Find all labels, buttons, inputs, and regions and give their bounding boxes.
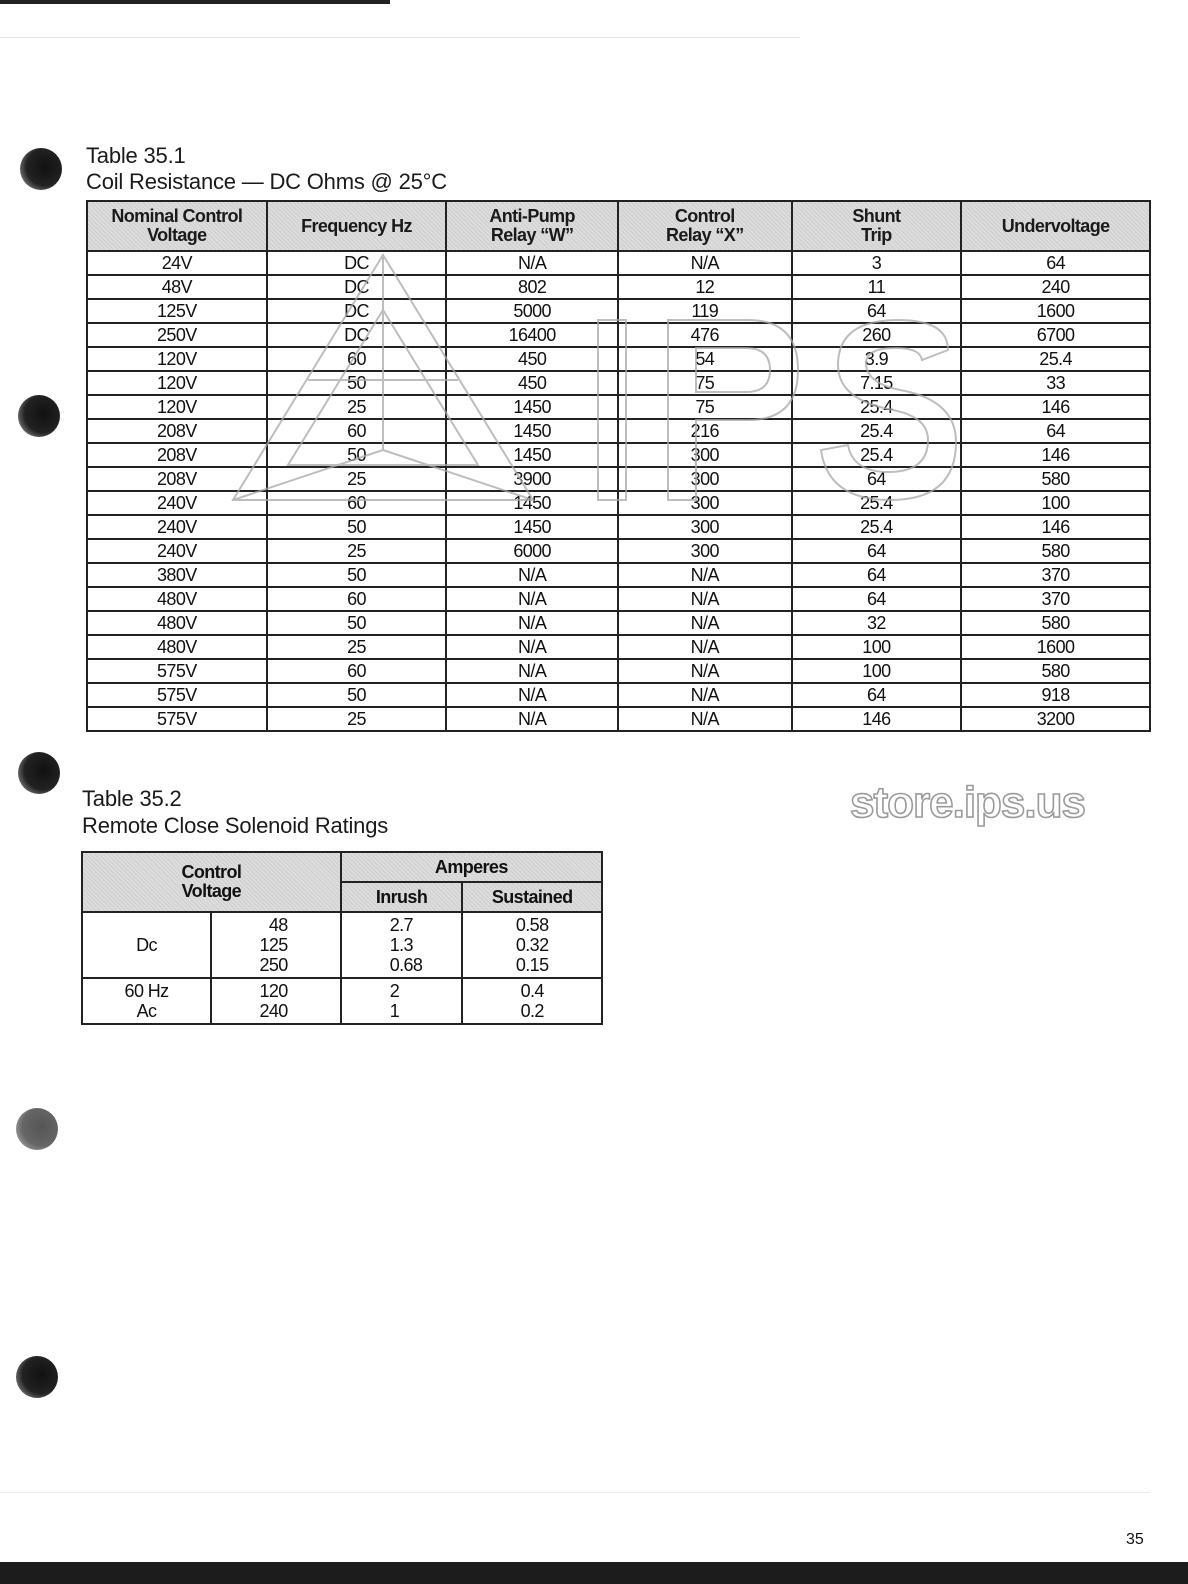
cell-anti-pump: 16400 [446,323,618,347]
header-control-relay-line1: Control [674,206,735,226]
table1-label: Table 35.1 [86,143,186,168]
header-control-relay-line2: Relay “X” [665,225,744,245]
cell-undervoltage: 580 [961,539,1150,563]
bottom-faint-line [0,1492,1150,1493]
cell-control-relay: N/A [618,563,792,587]
table-row [87,515,1150,539]
cell-shunt-trip: 64 [792,539,962,563]
cell-voltage: 125V [87,299,267,323]
table-row [87,635,1150,659]
cell-control-relay: N/A [618,659,792,683]
cell-undervoltage: 146 [961,395,1150,419]
bottom-edge-bar [0,1562,1188,1584]
header-nominal-control-voltage [87,201,267,251]
header-undervoltage-line1: Undervoltage [1001,215,1110,236]
cell-control-relay: N/A [618,707,792,731]
table-row [87,251,1150,275]
table-row [87,443,1150,467]
table2-label: Table 35.2 [82,786,182,811]
cell-sustained-value: 0.4 [520,981,544,1001]
cell-shunt-trip: 64 [792,299,962,323]
cell-voltages [211,978,341,1024]
cell-shunt-trip: 64 [792,683,962,707]
table-row [87,611,1150,635]
cell-type [82,912,211,978]
cell-anti-pump: N/A [446,251,618,275]
header-frequency [267,201,447,251]
cell-shunt-trip: 64 [792,587,962,611]
cell-frequency: DC [267,275,447,299]
cell-shunt-trip: 11 [792,275,962,299]
cell-shunt-trip: 25.4 [792,419,962,443]
cell-inrush-value: 1.3 [389,935,413,955]
cell-undervoltage: 580 [961,467,1150,491]
cell-frequency: DC [267,299,447,323]
cell-control-relay: N/A [618,251,792,275]
table-row [87,347,1150,371]
header-voltage-line1: Nominal Control [111,206,243,226]
cell-sustained-value: 0.58 [515,915,549,935]
cell-control-relay: 300 [618,443,792,467]
binder-hole-4 [16,1108,58,1150]
cell-voltage: 240V [87,515,267,539]
table1-title: Coil Resistance — DC Ohms @ 25°C [86,169,447,194]
cell-inrush-value: 2.7 [389,915,413,935]
cell-anti-pump: 5000 [446,299,618,323]
header-inrush: Inrush [341,882,463,912]
cell-undervoltage: 3200 [961,707,1150,731]
cell-anti-pump: 1450 [446,395,618,419]
cell-frequency: 25 [267,635,447,659]
cell-shunt-trip: 146 [792,707,962,731]
cell-voltage: 575V [87,707,267,731]
header-amperes: Amperes [341,852,602,882]
cell-voltage: 575V [87,659,267,683]
table-row [87,371,1150,395]
cell-voltage: 120V [87,347,267,371]
cell-anti-pump: N/A [446,659,618,683]
cell-undervoltage: 580 [961,611,1150,635]
cell-anti-pump: N/A [446,563,618,587]
header-shunt-trip-line2: Trip [861,225,892,245]
cell-inrush-value: 0.68 [389,955,423,975]
binder-hole-1 [20,148,62,190]
table-row [87,299,1150,323]
cell-anti-pump: 3900 [446,467,618,491]
table-row [87,467,1150,491]
cell-type [82,978,211,1024]
cell-control-relay: 300 [618,491,792,515]
cell-control-relay: 75 [618,371,792,395]
table-row [87,707,1150,731]
table2-header-row-1 [82,852,602,882]
table-row [87,659,1150,683]
header-control-voltage-line1: Control [181,862,242,882]
cell-voltage: 208V [87,419,267,443]
cell-shunt-trip: 25.4 [792,515,962,539]
cell-undervoltage: 370 [961,563,1150,587]
table-row [82,978,602,1024]
cell-control-relay: 476 [618,323,792,347]
cell-anti-pump: 802 [446,275,618,299]
cell-frequency: 25 [267,395,447,419]
cell-anti-pump: 1450 [446,443,618,467]
cell-frequency: 60 [267,491,447,515]
cell-shunt-trip: 25.4 [792,443,962,467]
cell-shunt-trip: 64 [792,563,962,587]
cell-anti-pump: 450 [446,347,618,371]
cell-control-relay: N/A [618,683,792,707]
cell-voltage: 24V [87,251,267,275]
cell-undervoltage: 240 [961,275,1150,299]
cell-voltages-value: 120 [259,981,288,1001]
cell-voltages-value: 48 [268,915,288,935]
cell-frequency: 60 [267,347,447,371]
cell-undervoltage: 100 [961,491,1150,515]
cell-voltage: 480V [87,587,267,611]
table-row [87,563,1150,587]
cell-voltage: 575V [87,683,267,707]
cell-shunt-trip: 100 [792,635,962,659]
cell-type-value: Ac [136,1001,157,1021]
cell-frequency: 25 [267,707,447,731]
cell-control-relay: 216 [618,419,792,443]
table-row [87,323,1150,347]
cell-control-relay: N/A [618,635,792,659]
cell-inrush [341,978,463,1024]
top-edge-rule [0,0,390,4]
page-number: 35 [1126,1531,1144,1548]
binder-hole-2 [18,395,60,437]
header-control-voltage-line2: Voltage [181,881,242,901]
cell-shunt-trip: 25.4 [792,395,962,419]
table1-header-row [87,201,1150,251]
cell-frequency: DC [267,323,447,347]
cell-sustained-value: 0.32 [515,935,549,955]
coil-resistance-table [86,200,1151,732]
header-anti-pump-line1: Anti-Pump [489,206,575,226]
cell-frequency: 25 [267,467,447,491]
cell-voltage: 120V [87,395,267,419]
table-row [87,275,1150,299]
cell-control-relay: 119 [618,299,792,323]
cell-anti-pump: 6000 [446,539,618,563]
cell-sustained [462,912,602,978]
cell-frequency: 50 [267,611,447,635]
header-anti-pump-relay [446,201,618,251]
cell-frequency: 50 [267,683,447,707]
cell-control-relay: 12 [618,275,792,299]
cell-undervoltage: 6700 [961,323,1150,347]
cell-voltage: 240V [87,539,267,563]
cell-voltage: 208V [87,443,267,467]
cell-anti-pump: 1450 [446,419,618,443]
cell-frequency: 50 [267,563,447,587]
binder-hole-5 [16,1356,58,1398]
cell-shunt-trip: 3.9 [792,347,962,371]
store-watermark-text: store.ips.us [850,778,1085,827]
binder-hole-3 [18,752,60,794]
header-anti-pump-line2: Relay “W” [490,225,574,245]
cell-shunt-trip: 64 [792,467,962,491]
remote-close-solenoid-table [81,851,603,1025]
cell-inrush-value: 2 [389,981,400,1001]
cell-sustained-value: 0.2 [520,1001,544,1021]
cell-frequency: 50 [267,515,447,539]
cell-anti-pump: N/A [446,635,618,659]
cell-frequency: DC [267,251,447,275]
header-shunt-trip-line1: Shunt [852,206,901,226]
cell-undervoltage: 146 [961,443,1150,467]
cell-voltage: 240V [87,491,267,515]
cell-voltage: 250V [87,323,267,347]
header-voltage-line2: Voltage [147,225,207,245]
cell-undervoltage: 33 [961,371,1150,395]
cell-undervoltage: 1600 [961,635,1150,659]
cell-voltages-value: 125 [259,935,288,955]
cell-control-relay: 300 [618,515,792,539]
cell-shunt-trip: 3 [792,251,962,275]
header-undervoltage [961,201,1150,251]
cell-anti-pump: N/A [446,587,618,611]
table-row [87,491,1150,515]
cell-voltage: 120V [87,371,267,395]
cell-undervoltage: 146 [961,515,1150,539]
table2-title: Remote Close Solenoid Ratings [82,813,389,838]
cell-anti-pump: N/A [446,683,618,707]
cell-voltage: 208V [87,467,267,491]
table-row [87,539,1150,563]
header-frequency-line1: Frequency Hz [301,215,412,236]
cell-anti-pump: 1450 [446,491,618,515]
table-row [82,912,602,978]
table-row [87,419,1150,443]
cell-frequency: 60 [267,419,447,443]
table1-body [87,251,1150,731]
cell-undervoltage: 64 [961,251,1150,275]
top-faint-line [0,37,800,38]
cell-shunt-trip: 7.15 [792,371,962,395]
cell-control-relay: N/A [618,587,792,611]
header-shunt-trip [792,201,962,251]
cell-voltage: 48V [87,275,267,299]
cell-voltage: 480V [87,635,267,659]
cell-voltages [211,912,341,978]
cell-undervoltage: 1600 [961,299,1150,323]
cell-frequency: 50 [267,371,447,395]
cell-undervoltage: 580 [961,659,1150,683]
cell-anti-pump: N/A [446,611,618,635]
cell-control-relay: N/A [618,611,792,635]
cell-control-relay: 300 [618,539,792,563]
cell-frequency: 60 [267,659,447,683]
cell-anti-pump: N/A [446,707,618,731]
cell-shunt-trip: 25.4 [792,491,962,515]
cell-sustained [462,978,602,1024]
cell-control-relay: 75 [618,395,792,419]
cell-voltage: 480V [87,611,267,635]
cell-undervoltage: 25.4 [961,347,1150,371]
cell-control-relay: 300 [618,467,792,491]
cell-voltage: 380V [87,563,267,587]
cell-undervoltage: 370 [961,587,1150,611]
cell-anti-pump: 1450 [446,515,618,539]
table2-body [82,912,602,1024]
cell-inrush [341,912,463,978]
cell-frequency: 50 [267,443,447,467]
header-control-voltage [82,852,341,912]
header-sustained: Sustained [462,882,602,912]
cell-frequency: 25 [267,539,447,563]
table-row [87,395,1150,419]
table-row [87,683,1150,707]
header-control-relay [618,201,792,251]
cell-shunt-trip: 32 [792,611,962,635]
cell-anti-pump: 450 [446,371,618,395]
cell-voltages-value: 250 [259,955,288,975]
cell-sustained-value: 0.15 [515,955,549,975]
cell-control-relay: 54 [618,347,792,371]
cell-type-value: Dc [136,935,157,955]
cell-undervoltage: 918 [961,683,1150,707]
cell-type-value: 60 Hz [124,981,169,1001]
cell-shunt-trip: 260 [792,323,962,347]
cell-voltages-value: 240 [259,1001,288,1021]
cell-inrush-value: 1 [389,1001,400,1021]
cell-shunt-trip: 100 [792,659,962,683]
cell-frequency: 60 [267,587,447,611]
cell-undervoltage: 64 [961,419,1150,443]
table-row [87,587,1150,611]
